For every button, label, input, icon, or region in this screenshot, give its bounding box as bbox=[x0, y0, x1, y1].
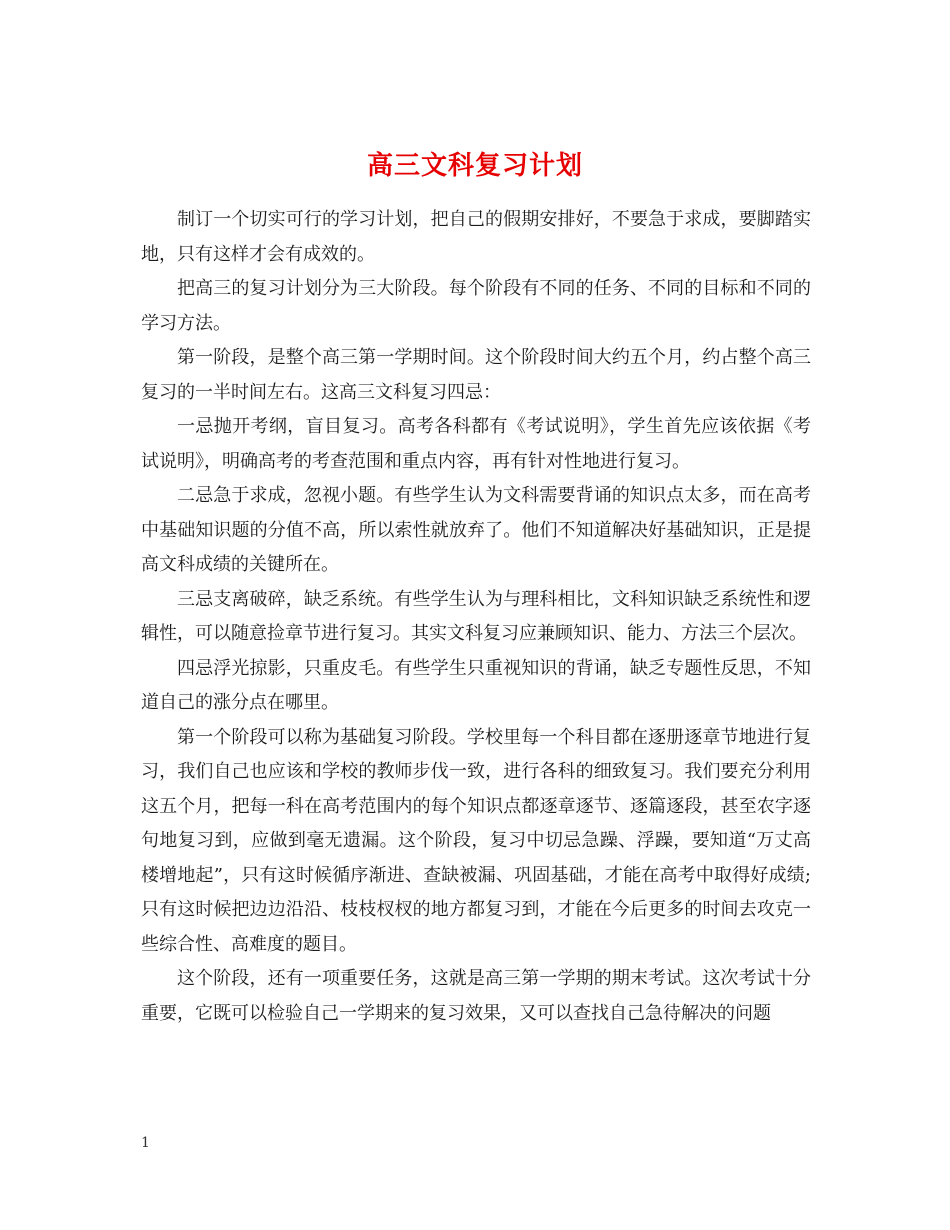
paragraph-4: 一忌抛开考纲，盲目复习。高考各科都有《考试说明》，学生首先应该依据《考试说明》，明确高考的考查范围和重点内容，再有针对性地进行复习。 bbox=[141, 416, 811, 472]
paragraph-6: 三忌支离破碎，缺乏系统。有些学生认为与理科相比，文科知识缺乏系统性和逻辑性，可以随意捡章节进行复习。其实文科复习应兼顾知识、能力、方法三个层次。 bbox=[141, 588, 811, 644]
page-number: 1 bbox=[141, 1135, 150, 1151]
paragraph-3: 第一阶段，是整个高三第一学期时间。这个阶段时间大约五个月，约占整个高三复习的一半时间左右。这高三文科复习四忌： bbox=[141, 347, 811, 403]
document-title: 高三文科复习计划 bbox=[366, 151, 583, 182]
document-body bbox=[141, 203, 811, 1031]
paragraph-9: 这个阶段，还有一项重要任务，这就是高三第一学期的期末考试。这次考试十分重要，它既可以检验自己一学期来的复习效果，又可以查找自己急待解决的问题 bbox=[141, 968, 811, 1024]
paragraph-7: 四忌浮光掠影，只重皮毛。有些学生只重视知识的背诵，缺乏专题性反思，不知道自己的涨分点在哪里。 bbox=[141, 657, 811, 713]
paragraph-2: 把高三的复习计划分为三大阶段。每个阶段有不同的任务、不同的目标和不同的学习方法。 bbox=[141, 278, 811, 334]
paragraph-8: 第一个阶段可以称为基础复习阶段。学校里每一个科目都在逐册逐章节地进行复习，我们自己也应该和学校的教师步伐一致，进行各科的细致复习。我们要充分利用这五个月，把每一科在高考范围内的每个知识点都逐章逐节、逐篇逐段，甚至农字逐句地复习到，应做到毫无遗漏。这个阶段，复习中切忌急躁、浮躁，要知道“万丈高楼增地起”，只有这时候循序渐进、查缺被漏、巩固基础，才能在高考中取得好成绩;只有这时候把边边沿沿、枝枝杈杈的地方都复习到，才能在今后更多的时间去攻克一些综合性、高难度的题目。 bbox=[141, 726, 811, 955]
paragraph-1: 制订一个切实可行的学习计划，把自己的假期安排好，不要急于求成，要脚踏实地，只有这样才会有成效的。 bbox=[141, 209, 811, 265]
paragraph-5: 二忌急于求成，忽视小题。有些学生认为文科需要背诵的知识点太多，而在高考中基础知识题的分值不高，所以索性就放弃了。他们不知道解决好基础知识，正是提高文科成绩的关键所在。 bbox=[141, 485, 811, 575]
